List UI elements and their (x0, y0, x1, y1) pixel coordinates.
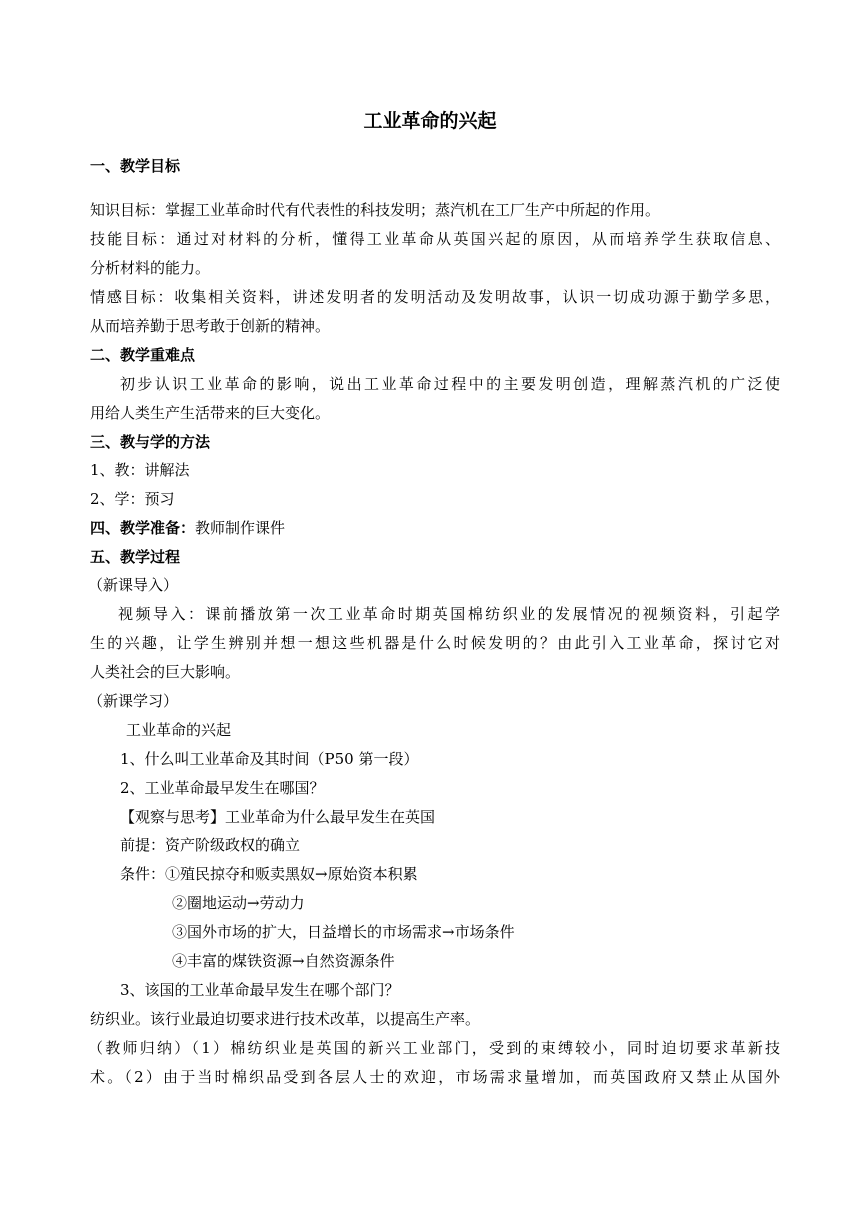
paragraph-line: 纺织业。该行业最迫切要求进行技术改革，以提高生产率。 (90, 1010, 481, 1028)
section-heading-key-points: 二、教学重难点 (90, 346, 196, 364)
paragraph-line: 技能目标：通过对材料的分析，懂得工业革命从英国兴起的原因，从而培养学生获取信息、 (90, 230, 780, 248)
paragraph-line: 术。（2）由于当时棉织品受到各层人士的欢迎，市场需求量增加，而英国政府又禁止从国外 (90, 1068, 780, 1086)
premise-line: 前提：资产阶级政权的确立 (120, 836, 301, 854)
list-item: 1、什么叫工业革命及其时间（P50 第一段） (120, 750, 419, 768)
subheading-new-lesson: （新课学习） (88, 692, 179, 710)
condition-line: ②圈地运动→劳动力 (172, 894, 305, 912)
condition-line: 条件：①殖民掠夺和贩卖黑奴→原始资本积累 (120, 865, 418, 883)
paragraph-line: 分析材料的能力。 (90, 259, 211, 277)
paragraph-line: 视频导入：课前播放第一次工业革命时期英国棉纺织业的发展情况的视频资料，引起学 (118, 605, 780, 623)
paragraph-line: 用给人类生产生活带来的巨大变化。 (90, 404, 331, 422)
list-item: 3、该国的工业革命最早发生在哪个部门？ (120, 981, 400, 999)
paragraph-line: 人类社会的巨大影响。 (90, 663, 241, 681)
condition-line: ④丰富的煤铁资源→自然资源条件 (172, 952, 395, 970)
paragraph-line: （教师归纳）（1）棉纺织业是英国的新兴工业部门，受到的束缚较小，同时迫切要求革新技 (88, 1039, 780, 1057)
observe-think-line: 【观察与思考】工业革命为什么最早发生在英国 (120, 808, 436, 826)
section-heading-process: 五、教学过程 (90, 548, 181, 566)
list-item: 2、学：预习 (90, 490, 175, 508)
document-title: 工业革命的兴起 (363, 110, 497, 132)
paragraph-line: 知识目标：掌握工业革命时代有代表性的科技发明；蒸汽机在工厂生产中所起的作用。 (90, 201, 661, 219)
paragraph-line: 初步认识工业革命的影响，说出工业革命过程中的主要发明创造，理解蒸汽机的广泛使 (120, 375, 780, 393)
list-item: 1、教：讲解法 (90, 461, 190, 479)
section-heading-objectives: 一、教学目标 (90, 157, 181, 175)
paragraph-line: 从而培养勤于思考敢于创新的精神。 (90, 317, 331, 335)
subheading-intro: （新课导入） (88, 576, 179, 594)
list-item: 2、工业革命最早发生在哪国？ (120, 779, 325, 797)
section-heading-preparation: 四、教学准备： (90, 519, 196, 537)
paragraph-line: 情感目标：收集相关资料，讲述发明者的发明活动及发明故事，认识一切成功源于勤学多思， (90, 288, 780, 306)
section-preparation (90, 517, 780, 539)
preparation-text: 教师制作课件 (195, 519, 286, 537)
paragraph-line: 生的兴趣，让学生辨别并想一想这些机器是什么时候发明的？由此引入工业革命，探讨它对 (90, 634, 780, 652)
lesson-topic: 工业革命的兴起 (126, 721, 232, 739)
condition-line: ③国外市场的扩大，日益增长的市场需求→市场条件 (172, 923, 515, 941)
section-heading-methods: 三、教与学的方法 (90, 433, 211, 451)
